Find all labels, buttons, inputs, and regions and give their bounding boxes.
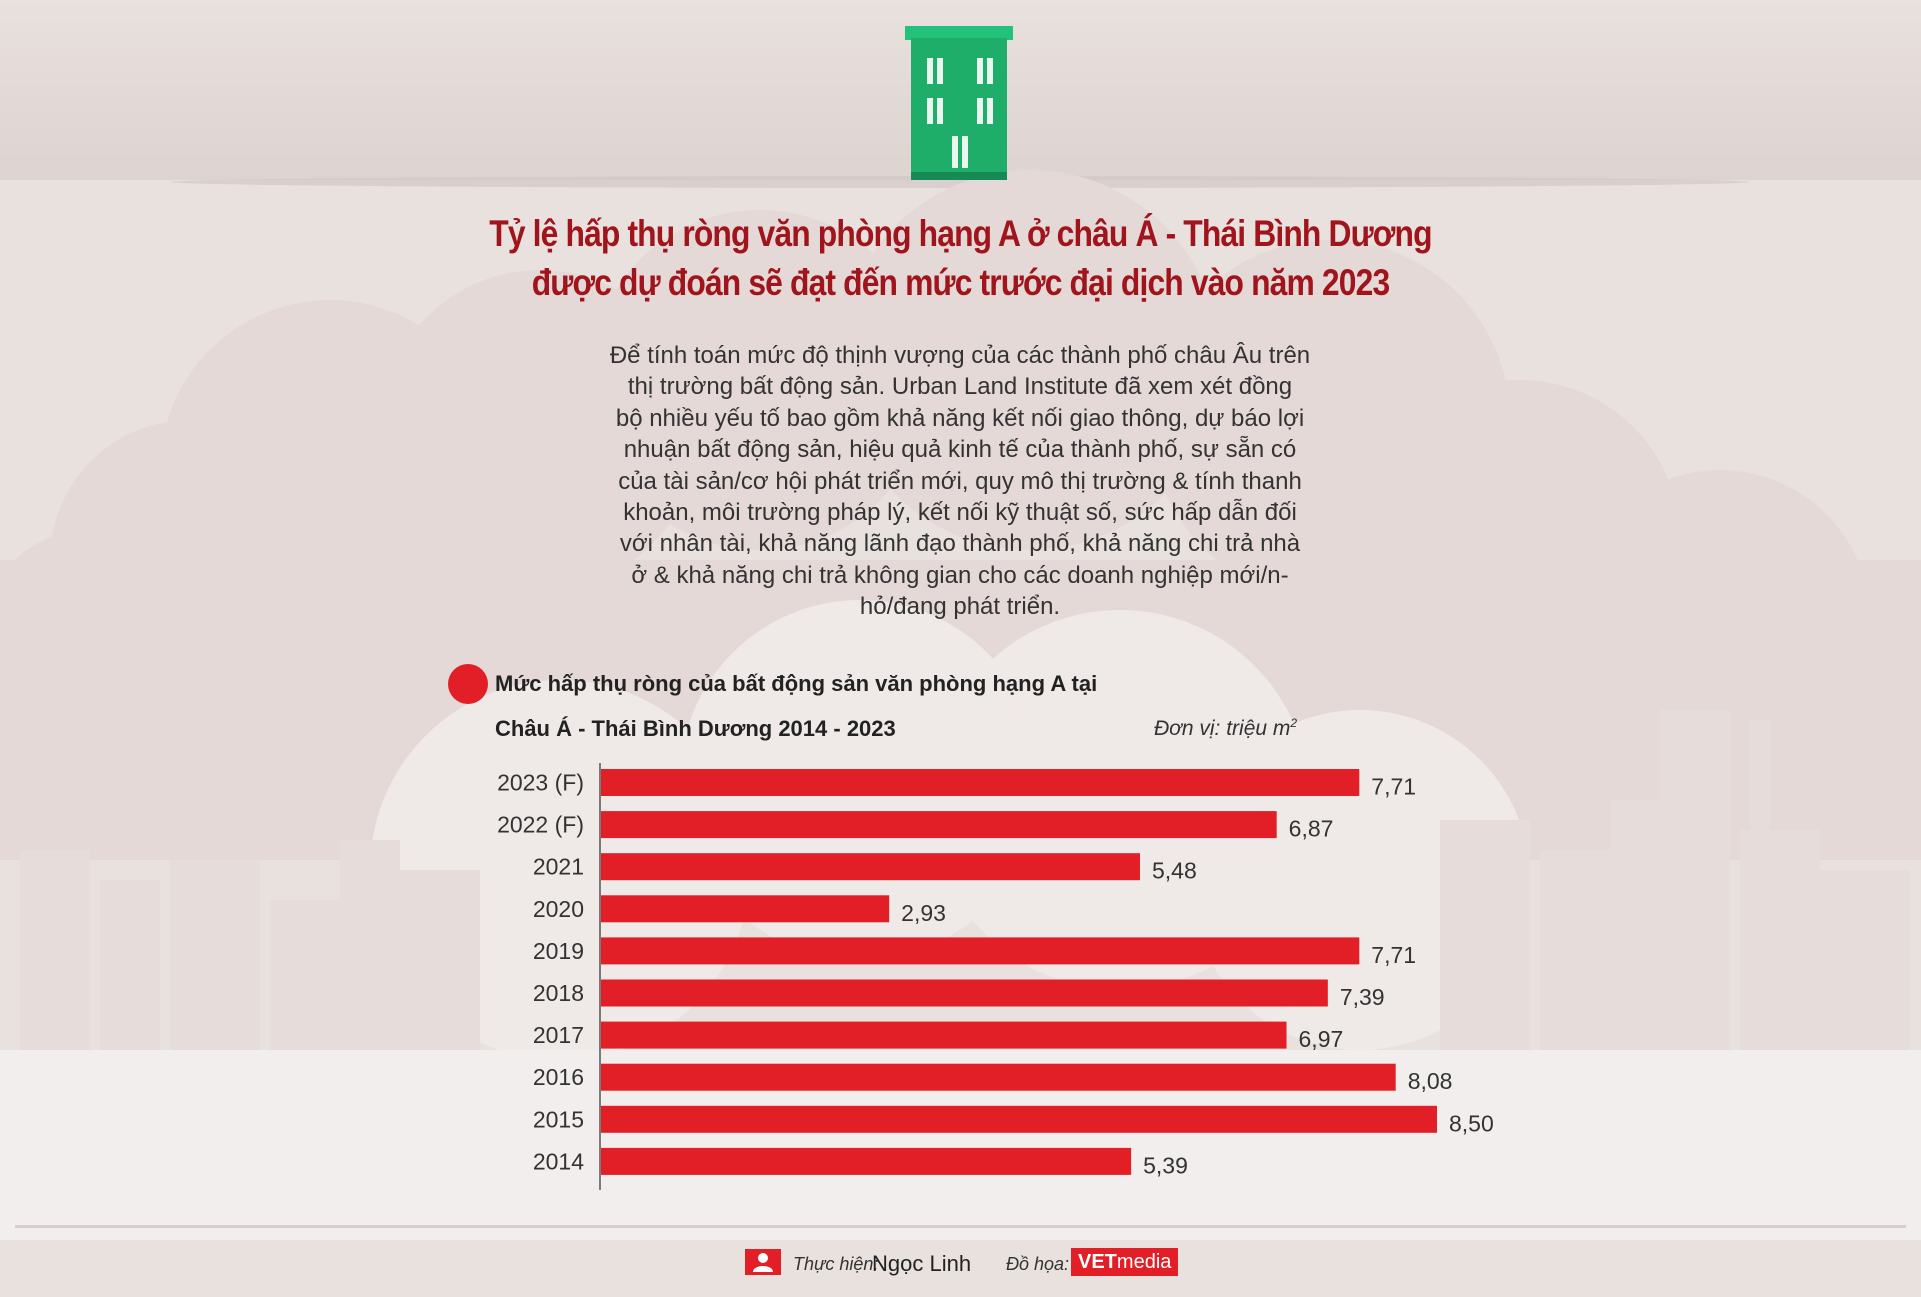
bar-2017 [601,1022,1287,1049]
author-label: Thực hiện: [793,1254,879,1274]
bar-2019 [601,937,1359,964]
intro-line: thị trường bất động sản. Urban Land Institute đã xem xét đồng [627,373,1293,401]
category-label: 2022 (F) [497,811,584,838]
value-label: 2,93 [901,899,946,926]
category-label: 2015 [532,1106,584,1133]
value-label: 5,48 [1151,857,1197,884]
value-label: 8,50 [1449,1110,1494,1137]
bar-2021 [601,853,1140,880]
brand-logo: VETmedia [1071,1248,1178,1276]
intro-line: của tài sản/cơ hội phát triển mới, quy mô thị trường & tính thanh [618,467,1302,495]
value-label: 7,71 [1371,941,1417,968]
value-label: 7,71 [1371,773,1417,800]
bar-2014 [601,1148,1131,1175]
intro-line: bộ nhiều yếu tố bao gồm khả năng kết nối giao thông, dự báo lợi [615,404,1305,432]
category-label: 2017 [532,1022,584,1049]
intro-line: khoản, môi trường pháp lý, kết nối kỹ thuật số, sức hấp dẫn đối [623,499,1297,527]
intro-line: với nhân tài, khả năng lãnh đạo thành phố, khả năng chi trả nhà [619,530,1301,558]
bar-2015 [601,1106,1437,1133]
bar-2020 [601,895,889,922]
bar-2016 [601,1064,1396,1091]
value-label: 6,97 [1298,1026,1344,1053]
category-label: 2020 [532,895,584,922]
category-label: 2021 [532,853,584,880]
bar-2023-F [601,769,1359,796]
intro-line: nhuận bất động sản, hiệu quả kinh tế của thành phố, sự sẵn có [623,436,1297,464]
category-label: 2014 [532,1148,584,1175]
bar-2018 [601,980,1328,1007]
chart-title-line1: Mức hấp thụ ròng của bất động sản văn phòng hạng A tại [495,671,1098,696]
value-label: 7,39 [1339,984,1385,1010]
intro-line: hỏ/đang phát triển. [859,593,1061,621]
value-label: 5,39 [1143,1152,1188,1179]
page-title-line1: Tỷ lệ hấp thụ ròng văn phòng hạng A ở châu Á - Thái Bình Dương [489,213,1432,254]
intro-line: Để tính toán mức độ thịnh vượng của các thành phố châu Âu trên [609,342,1311,369]
bar-2022-F [601,811,1277,838]
graphic-label: Đồ họa: [1006,1254,1070,1274]
intro-line: ở & khả năng chi trả không gian cho các doanh nghiệp mới/n- [631,561,1289,589]
value-label: 6,87 [1288,815,1334,842]
author-name: Ngọc Linh [872,1251,972,1276]
category-label: 2016 [532,1064,584,1091]
chart-unit-label: Đơn vị: triệu $m^2$ [1154,716,1298,740]
category-label: 2019 [532,937,584,964]
chart-title-line2: Châu Á - Thái Bình Dương 2014 - 2023 [495,716,896,741]
category-label: 2018 [532,980,584,1006]
person-icon [745,1249,781,1275]
value-label: 8,08 [1407,1068,1453,1095]
page-title-line2: được dự đoán sẽ đạt đến mức trước đại dịch vào năm 2023 [531,262,1390,303]
category-label: 2023 (F) [497,769,584,796]
